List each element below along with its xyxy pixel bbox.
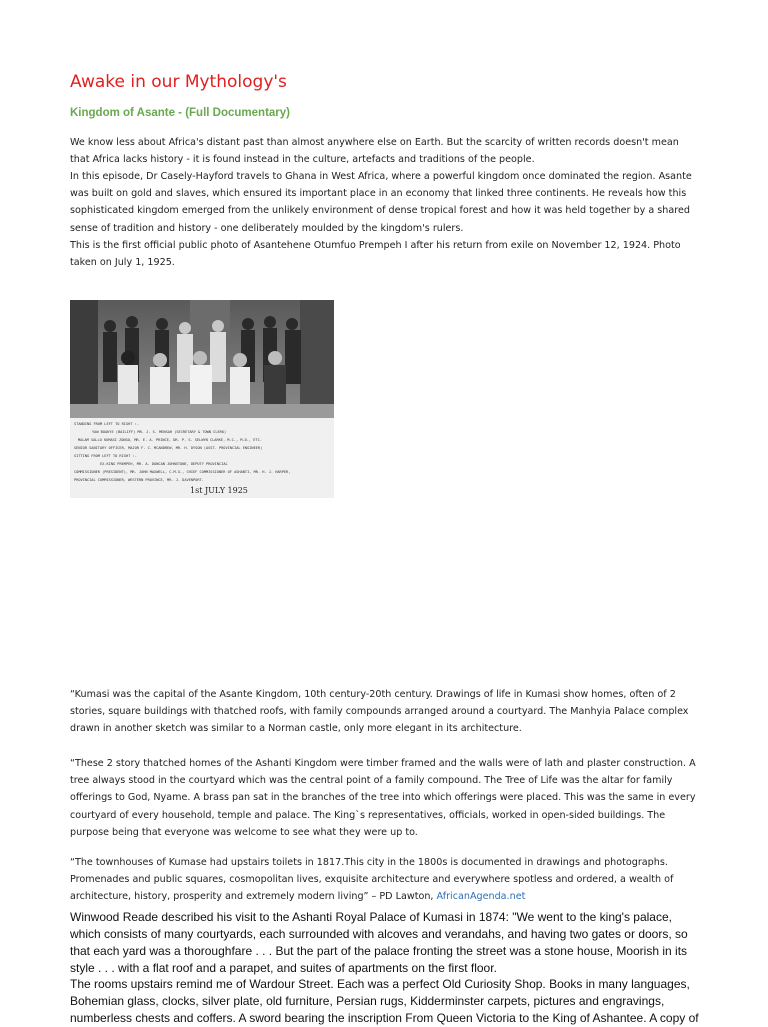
documentary-subtitle: Kingdom of Asante - (Full Documentary) [70, 107, 290, 119]
paragraph-rooms-upstairs: The rooms upstairs remind me of Wardour Street. Each was a perfect Old Curiosity Shop. Books in many languages, Bohemian glass, clocks, silver plate, old furniture, Persian rugs, Kidderminster carpets, pictures and engravings, numberless chests and coffers. A sword bearing the inscription From Queen Victoria to the King of Ashantee. A copy of [70, 977, 699, 1025]
photo-image [70, 300, 334, 498]
paragraph-townhouses [70, 854, 700, 906]
paragraph-kumasi-capital: “Kumasi was the capital of the Asante Kingdom, 10th century-20th century. Drawings of life in Kumasi show homes, often of 2 stories, square buildings with thatched roofs, with family compounds arranged around a courtyard. The Manhyia Palace complex drawn in another sketch was similar to a Norman castle, only more elegant in its architecture. [70, 689, 689, 735]
page-title: Awake in our Mythology's [70, 72, 287, 92]
caption-line: COMMISSIONER (PRESIDENT), MR. JOHN MAXWELL, C.M.G., CHIEF COMMISSIONER OF ASHANTI, MR. H. J. HARPER, [74, 470, 291, 474]
paragraph-episode: In this episode, Dr Casely-Hayford travels to Ghana in West Africa, where a powerful kingdom once dominated the region. Asante was built on gold and slaves, which ensured its important place in an economy that linked three continents. He reveals how this sophisticated kingdom emerged from the unlikely environment of dense tropical forest and how it was held together by a shared sense of tradition and history - one deliberately moulded by the kingdom's rulers. [70, 171, 692, 234]
caption-line: YAW BOAKYE (BAILIFF) MR. J. S. MENSAH (SECRETARY & TOWN CLERK) [92, 430, 227, 434]
african-agenda-link[interactable]: AfricanAgenda.net [436, 891, 526, 903]
caption-line: SITTING FROM LEFT TO RIGHT :- [74, 454, 137, 458]
caption-line: MALAM SALLO KUMASI ZONGO, MR. E. A. PRINCE, DR. P. S. SELWYN CLARKE, M.C., M.D., ETC. [78, 438, 262, 442]
paragraph-winwood-reade: Winwood Reade described his visit to the Ashanti Royal Palace of Kumasi in 1874: "We went to the king's palace, which consists of many courtyards, each surrounded with alcoves and verandahs, and having two gates or doors, so that each yard was a thoroughfare . . . But the part of the palace fronting the street was a stone house, Moorish in its style . . . with a flat roof and a parapet, and suites of apartments on the first floor. [70, 910, 688, 975]
photo-date-mark: 1st JULY 1925 [190, 486, 248, 495]
caption-line: STANDING FROM LEFT TO RIGHT :- [74, 422, 139, 426]
historic-group-photo [70, 300, 334, 498]
paragraph-intro: We know less about Africa's distant past than almost anywhere else on Earth. But the scarcity of written records doesn't mean that Africa lacks history - it is found instead in the culture, artefacts and traditions of the people. [70, 137, 679, 166]
paragraph-thatched-homes: “These 2 story thatched homes of the Ashanti Kingdom were timber framed and the walls were of lath and plaster construction. A tree always stood in the courtyard which was the central point of a family compound. The Tree of Life was the altar for family offerings to God, Nyame. A brass pan sat in the branches of the tree into which offerings were placed. This was the same in every courtyard of every household, temple and palace. The King`s representatives, officials, worked in open-sided buildings. The purpose being that everyone was welcome to see what they were up to. [70, 758, 696, 838]
paragraph-townhouses-text: “The townhouses of Kumase had upstairs toilets in 1817.This city in the 1800s is documented in drawings and photographs. Promenades and public squares, cosmopolitan lives, exquisite architecture and everywhere spotless and ordered, a wealth of architecture, history, prosperity and extremely modern living” – PD Lawton, [70, 857, 674, 903]
caption-line: PROVINCIAL COMMISSIONER, WESTERN PROVINCE, MR. J. DAVENPORT. [74, 478, 204, 482]
caption-line: SENIOR SANITARY OFFICER, MAJOR F. C. MCANDREW, MR. H. DYSON (ASST. PROVINCIAL ENGINEER) [74, 446, 263, 450]
caption-line: EX-KING PREMPEH, MR. A. DUNCAN JOHNSTONE, DEPUTY PROVINCIAL [100, 462, 228, 466]
paragraph-photo-description: This is the first official public photo of Asantehene Otumfuo Prempeh I after his return from exile on November 12, 1924. Photo taken on July 1, 1925. [70, 240, 681, 269]
